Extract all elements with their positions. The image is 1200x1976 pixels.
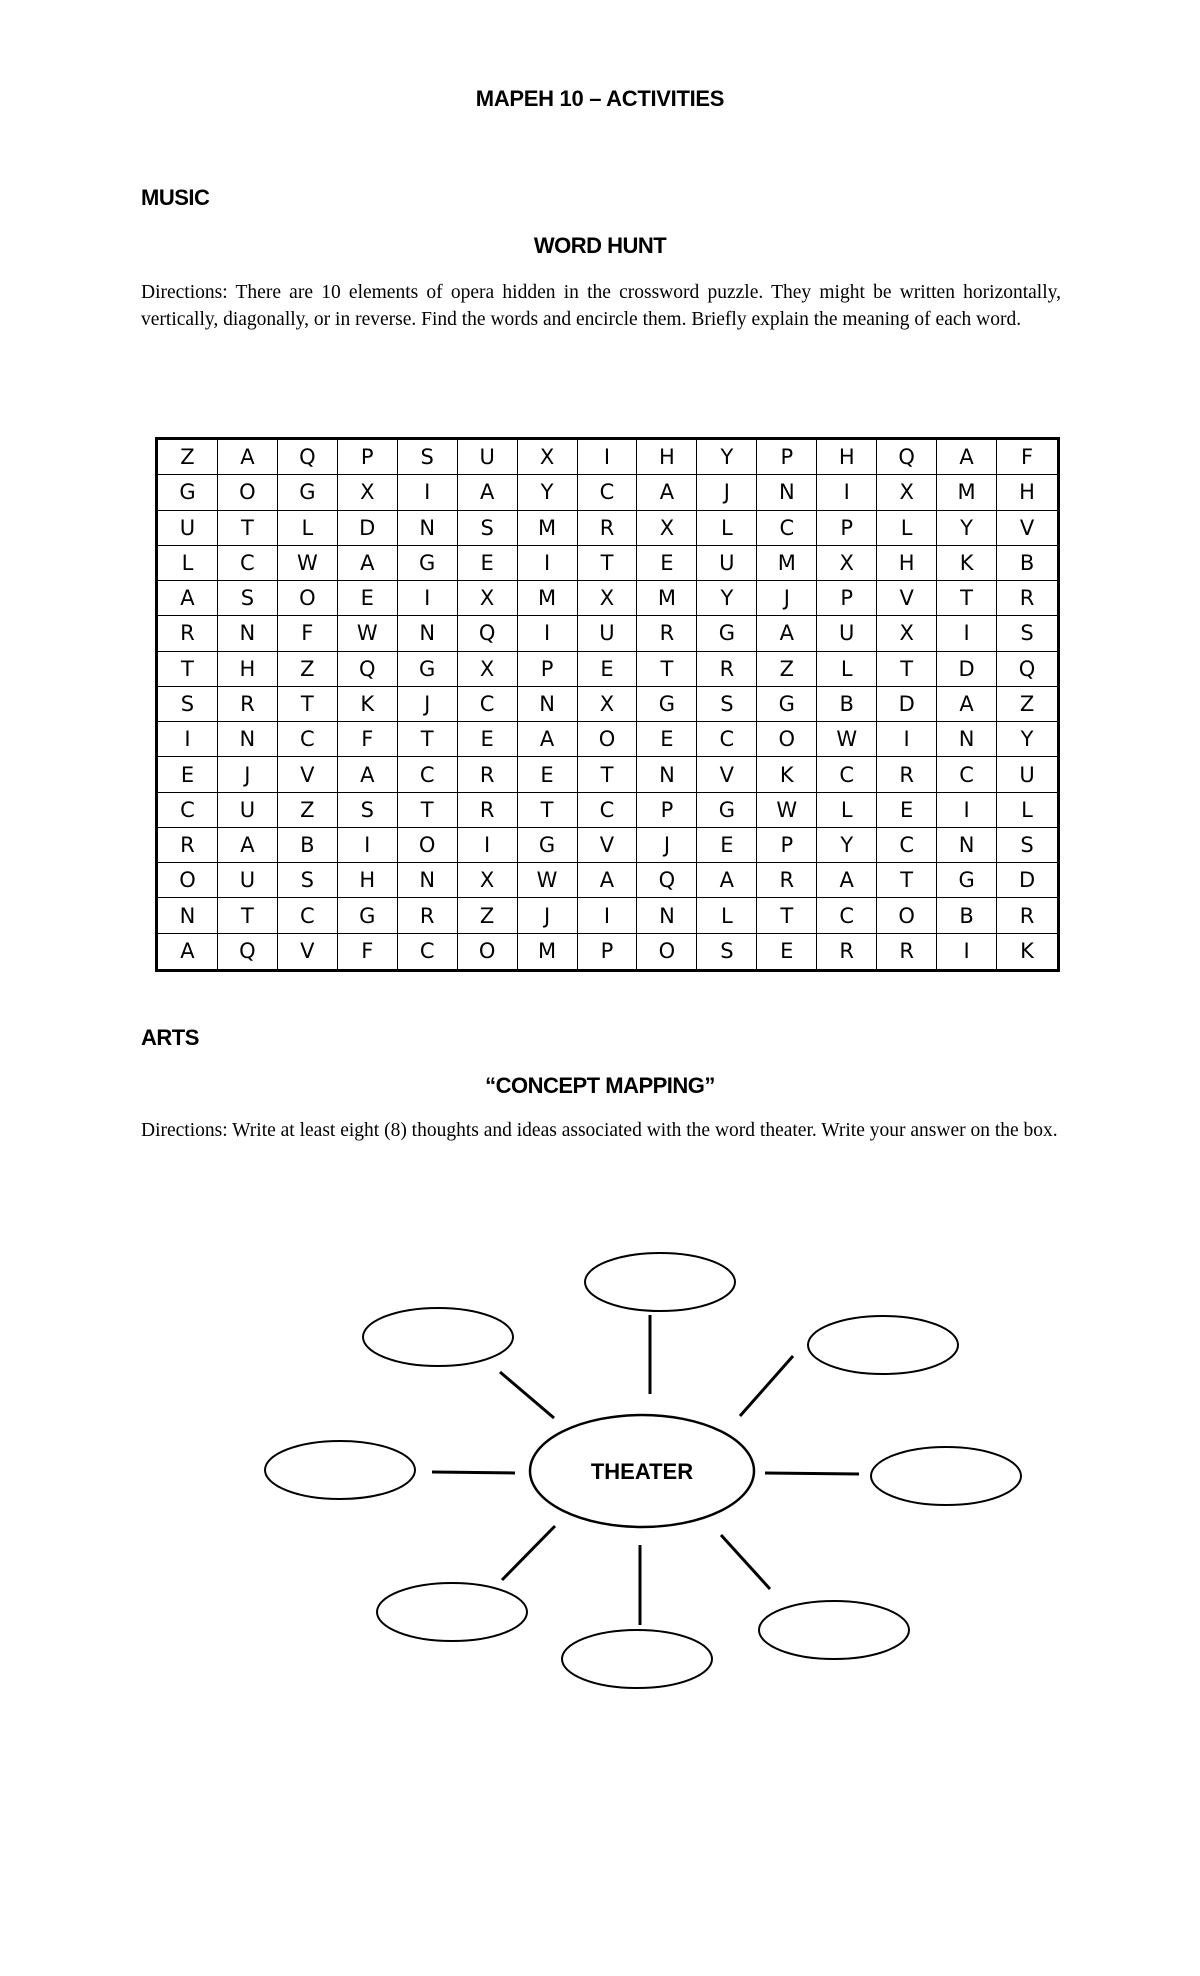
grid-cell[interactable]: A [937, 440, 997, 475]
grid-cell[interactable]: Q [997, 652, 1057, 687]
grid-cell[interactable]: A [158, 581, 218, 616]
arts-directions [141, 1117, 1061, 1144]
grid-cell[interactable]: T [877, 863, 937, 898]
grid-cell[interactable]: E [637, 722, 697, 757]
grid-cell[interactable]: R [158, 616, 218, 651]
grid-cell[interactable]: B [278, 828, 338, 863]
grid-cell[interactable]: P [757, 440, 817, 475]
connector-left [432, 1472, 515, 1473]
grid-cell[interactable]: T [278, 687, 338, 722]
grid-cell[interactable]: T [398, 793, 458, 828]
grid-cell[interactable]: I [518, 616, 578, 651]
grid-cell[interactable]: X [518, 440, 578, 475]
grid-cell[interactable]: C [218, 546, 278, 581]
answer-box-lower-right[interactable] [759, 1601, 909, 1659]
grid-cell[interactable]: X [458, 863, 518, 898]
grid-cell[interactable]: T [637, 652, 697, 687]
grid-cell[interactable]: V [997, 511, 1057, 546]
grid-cell[interactable]: A [158, 934, 218, 969]
grid-cell[interactable]: L [817, 793, 877, 828]
grid-cell[interactable]: A [637, 475, 697, 510]
grid-cell[interactable]: M [518, 581, 578, 616]
grid-cell[interactable]: S [158, 687, 218, 722]
grid-cell[interactable]: E [757, 934, 817, 969]
grid-cell[interactable]: G [937, 863, 997, 898]
grid-cell[interactable]: J [518, 898, 578, 933]
grid-cell[interactable]: R [877, 757, 937, 792]
grid-cell[interactable]: C [817, 757, 877, 792]
grid-cell[interactable]: G [518, 828, 578, 863]
grid-cell[interactable]: I [398, 581, 458, 616]
grid-cell[interactable]: N [937, 828, 997, 863]
grid-cell[interactable]: N [398, 863, 458, 898]
grid-cell[interactable]: W [278, 546, 338, 581]
grid-cell[interactable]: Z [278, 793, 338, 828]
grid-cell[interactable]: G [757, 687, 817, 722]
grid-cell[interactable]: I [937, 934, 997, 969]
grid-cell[interactable]: B [997, 546, 1057, 581]
grid-cell[interactable]: P [578, 934, 638, 969]
grid-cell[interactable]: R [637, 616, 697, 651]
grid-cell[interactable]: Q [278, 440, 338, 475]
grid-cell[interactable]: I [518, 546, 578, 581]
grid-cell[interactable]: S [278, 863, 338, 898]
grid-cell[interactable]: A [518, 722, 578, 757]
grid-cell[interactable]: V [877, 581, 937, 616]
grid-cell[interactable]: F [338, 934, 398, 969]
grid-cell[interactable]: J [697, 475, 757, 510]
grid-cell[interactable]: V [697, 757, 757, 792]
grid-cell[interactable]: S [218, 581, 278, 616]
grid-cell[interactable]: F [338, 722, 398, 757]
grid-cell[interactable]: N [218, 616, 278, 651]
grid-cell[interactable]: S [997, 828, 1057, 863]
grid-cell[interactable]: C [937, 757, 997, 792]
grid-cell[interactable]: R [997, 581, 1057, 616]
grid-cell[interactable]: T [518, 793, 578, 828]
grid-cell[interactable]: N [518, 687, 578, 722]
page-title: MAPEH 10 – ACTIVITIES [475, 86, 725, 111]
grid-cell[interactable]: O [458, 934, 518, 969]
grid-cell[interactable]: H [338, 863, 398, 898]
grid-cell[interactable]: I [578, 898, 638, 933]
grid-cell[interactable]: A [757, 616, 817, 651]
grid-cell[interactable]: T [578, 757, 638, 792]
grid-cell[interactable]: I [338, 828, 398, 863]
grid-cell[interactable]: E [877, 793, 937, 828]
grid-cell[interactable]: C [757, 511, 817, 546]
answer-box-upper-right[interactable] [808, 1316, 958, 1374]
grid-cell[interactable]: E [458, 722, 518, 757]
grid-cell[interactable]: N [158, 898, 218, 933]
grid-cell[interactable]: X [578, 581, 638, 616]
music-heading: MUSIC [141, 185, 210, 210]
concept-mapping-title: “CONCEPT MAPPING” [485, 1073, 715, 1098]
grid-cell[interactable]: H [997, 475, 1057, 510]
grid-cell[interactable]: M [757, 546, 817, 581]
grid-cell[interactable]: I [578, 440, 638, 475]
grid-cell[interactable]: X [578, 687, 638, 722]
grid-cell[interactable]: C [398, 757, 458, 792]
grid-cell[interactable]: Q [637, 863, 697, 898]
grid-cell[interactable]: C [697, 722, 757, 757]
grid-cell[interactable]: I [937, 616, 997, 651]
grid-cell[interactable]: K [338, 687, 398, 722]
grid-cell[interactable]: D [877, 687, 937, 722]
answer-box-top[interactable] [585, 1253, 735, 1311]
grid-cell[interactable]: K [757, 757, 817, 792]
grid-cell[interactable]: P [817, 581, 877, 616]
grid-cell[interactable]: E [158, 757, 218, 792]
grid-cell[interactable]: W [338, 616, 398, 651]
grid-cell[interactable]: G [158, 475, 218, 510]
grid-cell[interactable]: M [637, 581, 697, 616]
grid-cell[interactable]: J [757, 581, 817, 616]
grid-cell[interactable]: Z [458, 898, 518, 933]
grid-cell[interactable]: J [398, 687, 458, 722]
grid-cell[interactable]: X [458, 581, 518, 616]
grid-cell[interactable]: L [158, 546, 218, 581]
grid-cell[interactable]: C [278, 722, 338, 757]
answer-box-upper-left[interactable] [363, 1308, 513, 1366]
grid-cell[interactable]: Q [458, 616, 518, 651]
grid-cell[interactable]: G [398, 652, 458, 687]
grid-cell[interactable]: V [278, 757, 338, 792]
grid-cell[interactable]: O [578, 722, 638, 757]
connector-upper-left [500, 1372, 554, 1418]
grid-cell[interactable]: P [518, 652, 578, 687]
grid-cell[interactable]: E [458, 546, 518, 581]
grid-cell[interactable]: N [398, 616, 458, 651]
grid-cell[interactable]: P [817, 511, 877, 546]
grid-cell[interactable]: G [398, 546, 458, 581]
grid-cell[interactable]: T [398, 722, 458, 757]
grid-cell[interactable]: H [877, 546, 937, 581]
grid-cell[interactable]: T [757, 898, 817, 933]
grid-cell[interactable]: F [278, 616, 338, 651]
grid-cell[interactable]: Q [877, 440, 937, 475]
grid-cell[interactable]: U [458, 440, 518, 475]
connector-lower-right [721, 1535, 770, 1589]
grid-cell[interactable]: X [338, 475, 398, 510]
connector-right [765, 1473, 859, 1474]
grid-cell[interactable]: L [278, 511, 338, 546]
grid-cell[interactable]: R [458, 793, 518, 828]
grid-cell[interactable]: O [637, 934, 697, 969]
grid-cell[interactable]: O [757, 722, 817, 757]
grid-cell[interactable]: O [158, 863, 218, 898]
grid-cell[interactable]: Y [817, 828, 877, 863]
grid-cell[interactable]: Z [158, 440, 218, 475]
grid-cell[interactable]: P [338, 440, 398, 475]
grid-cell[interactable]: H [637, 440, 697, 475]
grid-cell[interactable]: D [997, 863, 1057, 898]
grid-cell[interactable]: N [637, 898, 697, 933]
music-directions [141, 279, 1061, 333]
grid-cell[interactable]: N [937, 722, 997, 757]
grid-cell[interactable]: M [518, 934, 578, 969]
grid-cell[interactable]: H [218, 652, 278, 687]
grid-cell[interactable]: N [637, 757, 697, 792]
grid-cell[interactable]: A [338, 757, 398, 792]
grid-cell[interactable]: Z [997, 687, 1057, 722]
grid-cell[interactable]: R [398, 898, 458, 933]
music-directions-text: Directions: There are 10 elements of opera hidden in the crossword puzzle. They might be written horizontally, vertically, diagonally, or in reverse. Find the words and encircle them. Briefly explain the meaning of each word. [141, 282, 1061, 330]
grid-cell[interactable]: Z [278, 652, 338, 687]
grid-cell[interactable]: E [338, 581, 398, 616]
grid-cell[interactable]: W [518, 863, 578, 898]
grid-cell[interactable]: G [637, 687, 697, 722]
grid-cell[interactable]: R [877, 934, 937, 969]
grid-cell[interactable]: I [817, 475, 877, 510]
grid-cell[interactable]: X [637, 511, 697, 546]
grid-cell[interactable]: B [817, 687, 877, 722]
grid-cell[interactable]: S [338, 793, 398, 828]
grid-cell[interactable]: U [218, 793, 278, 828]
grid-cell[interactable]: S [398, 440, 458, 475]
grid-cell[interactable]: W [757, 793, 817, 828]
grid-cell[interactable]: W [817, 722, 877, 757]
grid-cell[interactable]: C [278, 898, 338, 933]
grid-cell[interactable]: T [218, 898, 278, 933]
grid-cell[interactable]: R [997, 898, 1057, 933]
grid-cell[interactable]: R [218, 687, 278, 722]
grid-cell[interactable]: U [697, 546, 757, 581]
grid-cell[interactable]: I [158, 722, 218, 757]
grid-cell[interactable]: S [458, 511, 518, 546]
grid-cell[interactable]: X [877, 616, 937, 651]
grid-cell[interactable]: D [338, 511, 398, 546]
grid-cell[interactable]: C [398, 934, 458, 969]
grid-cell[interactable]: C [877, 828, 937, 863]
grid-cell[interactable]: Q [338, 652, 398, 687]
grid-cell[interactable]: A [218, 440, 278, 475]
grid-cell[interactable]: R [817, 934, 877, 969]
answer-box-lower-left[interactable] [377, 1583, 527, 1641]
grid-cell[interactable]: X [817, 546, 877, 581]
grid-cell[interactable]: O [278, 581, 338, 616]
grid-cell[interactable]: T [218, 511, 278, 546]
grid-cell[interactable]: E [518, 757, 578, 792]
grid-cell[interactable]: S [697, 934, 757, 969]
word-search-grid [155, 437, 1060, 972]
word-search-cells [158, 440, 1057, 969]
answer-box-bottom[interactable] [562, 1630, 712, 1688]
grid-cell[interactable]: A [338, 546, 398, 581]
grid-cell[interactable]: R [458, 757, 518, 792]
grid-cell[interactable]: D [937, 652, 997, 687]
grid-cell[interactable]: I [458, 828, 518, 863]
grid-cell[interactable]: J [218, 757, 278, 792]
grid-cell[interactable]: N [757, 475, 817, 510]
answer-box-right[interactable] [871, 1447, 1021, 1505]
grid-cell[interactable]: C [578, 475, 638, 510]
grid-cell[interactable]: E [637, 546, 697, 581]
grid-cell[interactable]: S [697, 687, 757, 722]
grid-cell[interactable]: L [997, 793, 1057, 828]
grid-cell[interactable]: C [817, 898, 877, 933]
grid-cell[interactable]: V [578, 828, 638, 863]
grid-cell[interactable]: A [578, 863, 638, 898]
connector-lower-left [502, 1526, 555, 1580]
grid-cell[interactable]: H [817, 440, 877, 475]
grid-cell[interactable]: Y [997, 722, 1057, 757]
grid-cell[interactable]: C [458, 687, 518, 722]
grid-cell[interactable]: L [817, 652, 877, 687]
grid-cell[interactable]: E [697, 828, 757, 863]
grid-cell[interactable]: T [578, 546, 638, 581]
grid-cell[interactable]: O [398, 828, 458, 863]
grid-cell[interactable]: C [158, 793, 218, 828]
grid-cell[interactable]: G [697, 793, 757, 828]
grid-cell[interactable]: A [817, 863, 877, 898]
grid-cell[interactable]: U [578, 616, 638, 651]
grid-cell[interactable]: T [937, 581, 997, 616]
grid-cell[interactable]: F [997, 440, 1057, 475]
grid-cell[interactable]: K [1020, 939, 1034, 964]
grid-cell[interactable]: L [877, 511, 937, 546]
grid-cell[interactable]: Q [218, 934, 278, 969]
grid-cell[interactable]: P [637, 793, 697, 828]
grid-cell[interactable]: T [158, 652, 218, 687]
grid-cell[interactable]: L [697, 898, 757, 933]
grid-cell[interactable]: I [937, 793, 997, 828]
grid-cell[interactable]: R [578, 511, 638, 546]
grid-cell[interactable]: V [278, 934, 338, 969]
grid-cell[interactable]: U [218, 863, 278, 898]
grid-cell[interactable]: A [218, 828, 278, 863]
grid-cell[interactable]: G [338, 898, 398, 933]
grid-cell[interactable]: U [158, 511, 218, 546]
grid-cell[interactable]: U [817, 616, 877, 651]
grid-cell[interactable]: M [518, 511, 578, 546]
grid-cell[interactable]: C [578, 793, 638, 828]
answer-box-left[interactable] [265, 1441, 415, 1499]
grid-cell[interactable]: Y [518, 475, 578, 510]
grid-cell[interactable]: I [877, 722, 937, 757]
center-label: THEATER [590, 1459, 694, 1484]
grid-cell[interactable]: R [697, 652, 757, 687]
word-hunt-title: WORD HUNT [533, 233, 667, 258]
grid-cell[interactable]: R [757, 863, 817, 898]
concept-map [0, 1230, 1200, 1730]
grid-cell[interactable]: P [757, 828, 817, 863]
grid-cell[interactable]: E [578, 652, 638, 687]
grid-cell[interactable]: T [877, 652, 937, 687]
grid-cell[interactable]: N [218, 722, 278, 757]
grid-cell[interactable]: R [158, 828, 218, 863]
grid-cell[interactable]: Z [757, 652, 817, 687]
grid-cell[interactable]: M [937, 475, 997, 510]
grid-cell[interactable]: A [697, 863, 757, 898]
grid-cell[interactable]: A [937, 687, 997, 722]
grid-cell[interactable]: I [398, 475, 458, 510]
grid-cell[interactable]: N [398, 511, 458, 546]
arts-heading: ARTS [141, 1025, 199, 1050]
grid-cell[interactable]: K [937, 546, 997, 581]
grid-cell[interactable]: L [697, 511, 757, 546]
grid-cell[interactable]: J [637, 828, 697, 863]
grid-cell[interactable]: G [697, 616, 757, 651]
grid-cell[interactable]: O [877, 898, 937, 933]
grid-cell[interactable]: Y [937, 511, 997, 546]
grid-cell[interactable]: U [997, 757, 1057, 792]
arts-directions-text: Directions: Write at least eight (8) thoughts and ideas associated with the word theater. Write your answer on the box. [141, 1120, 1058, 1141]
grid-cell[interactable]: G [278, 475, 338, 510]
grid-cell[interactable]: O [218, 475, 278, 510]
grid-cell[interactable]: X [458, 652, 518, 687]
grid-cell[interactable]: S [997, 616, 1057, 651]
connector-upper-right [740, 1356, 793, 1416]
grid-cell[interactable]: Y [697, 440, 757, 475]
grid-cell[interactable]: X [877, 475, 937, 510]
grid-cell[interactable]: A [458, 475, 518, 510]
grid-cell[interactable]: B [937, 898, 997, 933]
grid-cell[interactable]: Y [697, 581, 757, 616]
